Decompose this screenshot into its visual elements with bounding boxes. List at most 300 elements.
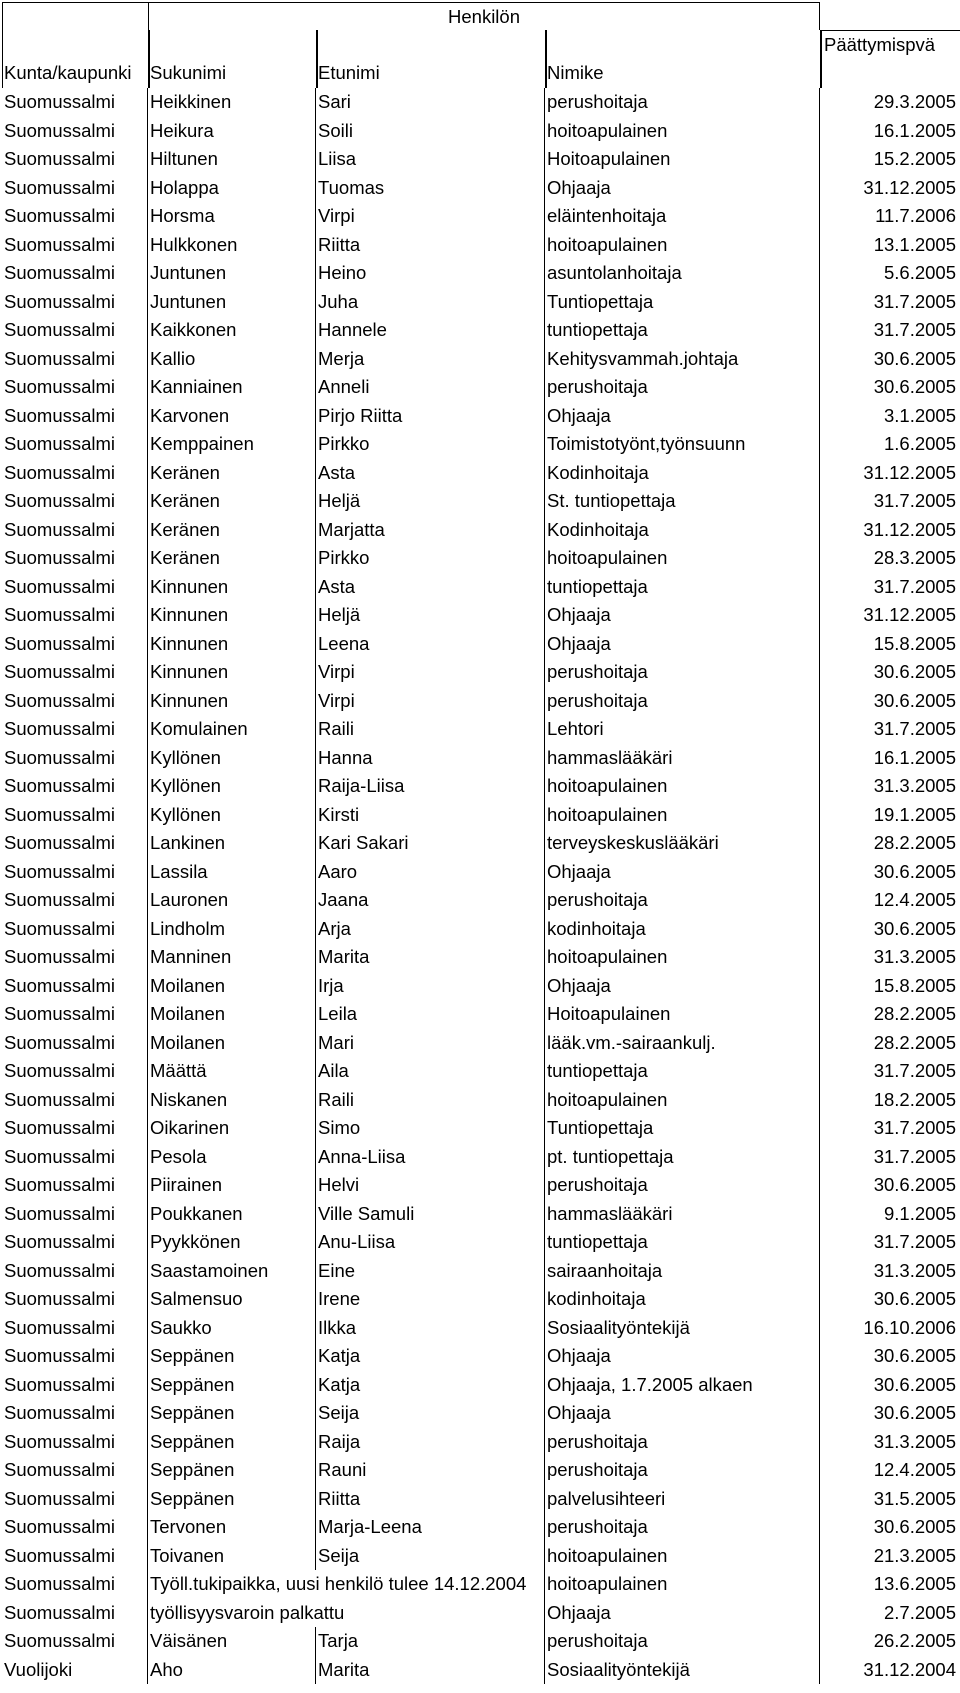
cell-etunimi[interactable]: Heino bbox=[316, 259, 545, 288]
cell-paattymispva[interactable]: 31.3.2005 bbox=[873, 946, 956, 967]
cell-nimike[interactable]: Ohjaaja bbox=[545, 402, 820, 431]
cell-nimike[interactable]: Hoitoapulainen bbox=[545, 145, 820, 174]
cell-paattymispva[interactable]: 30.6.2005 bbox=[873, 860, 956, 882]
table-row bbox=[0, 1057, 960, 1086]
cell-sukunimi[interactable]: Toivanen bbox=[148, 1542, 316, 1571]
cell-kunta[interactable]: Suomussalmi bbox=[2, 943, 148, 972]
cell-nimike[interactable]: tuntiopettaja bbox=[545, 316, 820, 345]
table-row bbox=[0, 1143, 960, 1172]
cell-etunimi[interactable]: Leena bbox=[316, 630, 545, 659]
cell-paattymispva[interactable]: 31.7.2005 bbox=[873, 290, 956, 312]
cell-nimike[interactable]: hoitoapulainen bbox=[545, 1086, 820, 1115]
cell-paattymispva[interactable]: 30.6.2005 bbox=[873, 376, 956, 397]
cell-kunta[interactable]: Suomussalmi bbox=[2, 259, 148, 288]
cell-sukunimi[interactable]: Tervonen bbox=[148, 1513, 316, 1542]
cell-kunta[interactable]: Suomussalmi bbox=[2, 117, 148, 146]
cell-kunta[interactable]: Suomussalmi bbox=[2, 288, 148, 317]
cell-etunimi[interactable]: Virpi bbox=[316, 202, 545, 231]
cell-paattymispva[interactable]: 28.2.2005 bbox=[873, 1031, 956, 1053]
cell-kunta[interactable]: Suomussalmi bbox=[2, 1171, 148, 1200]
cell-kunta[interactable]: Suomussalmi bbox=[2, 601, 148, 630]
cell-nimike[interactable]: Sosiaalityöntekijä bbox=[545, 1656, 820, 1685]
cell-etunimi[interactable]: Asta bbox=[316, 459, 545, 488]
cell-nimike[interactable]: Kodinhoitaja bbox=[545, 459, 820, 488]
cell-paattymispva[interactable]: 15.8.2005 bbox=[873, 974, 956, 996]
cell-nimike[interactable]: hoitoapulainen bbox=[545, 1570, 820, 1599]
cell-kunta[interactable]: Suomussalmi bbox=[2, 1485, 148, 1514]
cell-nimike[interactable]: perushoitaja bbox=[545, 687, 820, 716]
cell-etunimi[interactable]: Juha bbox=[316, 288, 545, 317]
cell-paattymispva[interactable]: 31.7.2005 bbox=[873, 1060, 956, 1081]
table-row bbox=[0, 915, 960, 944]
cell-nimike[interactable]: lääk.vm.-sairaankulj. bbox=[545, 1029, 820, 1058]
cell-etunimi[interactable]: Seija bbox=[316, 1542, 545, 1571]
cell-etunimi[interactable]: Asta bbox=[316, 573, 545, 602]
cell-nimike[interactable]: tuntiopettaja bbox=[545, 1228, 820, 1257]
cell-paattymispva[interactable]: 31.3.2005 bbox=[873, 1259, 956, 1281]
cell-paattymispva[interactable]: 28.2.2005 bbox=[873, 1003, 956, 1024]
cell-etunimi[interactable]: Hannele bbox=[316, 316, 545, 345]
cell-kunta[interactable]: Suomussalmi bbox=[2, 772, 148, 801]
cell-nimike[interactable]: perushoitaja bbox=[545, 1627, 820, 1656]
cell-nimike[interactable]: Sosiaalityöntekijä bbox=[545, 1314, 820, 1343]
cell-sukunimi[interactable]: Moilanen bbox=[148, 1000, 316, 1029]
cell-nimike[interactable]: Kodinhoitaja bbox=[545, 516, 820, 545]
cell-paattymispva[interactable]: 3.1.2005 bbox=[883, 404, 956, 426]
cell-sukunimi[interactable]: Kinnunen bbox=[148, 601, 316, 630]
cell-kunta[interactable]: Suomussalmi bbox=[2, 487, 148, 516]
cell-nimike[interactable]: tuntiopettaja bbox=[545, 1057, 820, 1086]
cell-nimike[interactable]: Toimistotyönt,työnsuunn bbox=[545, 430, 820, 459]
cell-nimike[interactable]: kodinhoitaja bbox=[545, 915, 820, 944]
cell-etunimi[interactable]: Soili bbox=[316, 117, 545, 146]
cell-kunta[interactable]: Suomussalmi bbox=[2, 402, 148, 431]
cell-paattymispva[interactable]: 15.8.2005 bbox=[873, 632, 956, 654]
cell-etunimi[interactable]: Marja-Leena bbox=[316, 1513, 545, 1542]
cell-paattymispva[interactable]: 30.6.2005 bbox=[873, 1373, 956, 1395]
cell-paattymispva[interactable]: 31.5.2005 bbox=[873, 1487, 956, 1509]
cell-sukunimi[interactable]: Niskanen bbox=[148, 1086, 316, 1115]
cell-nimike[interactable]: pt. tuntiopettaja bbox=[545, 1143, 820, 1172]
cell-paattymispva[interactable]: 31.12.2005 bbox=[863, 604, 956, 625]
cell-etunimi[interactable]: Kirsti bbox=[316, 801, 545, 830]
cell-sukunimi[interactable]: Kyllönen bbox=[148, 744, 316, 773]
cell-sukunimi[interactable]: Hulkkonen bbox=[148, 231, 316, 260]
cell-etunimi[interactable]: Helvi bbox=[316, 1171, 545, 1200]
cell-etunimi[interactable]: Raili bbox=[316, 715, 545, 744]
cell-sukunimi[interactable]: Keränen bbox=[148, 544, 316, 573]
cell-nimike[interactable]: hoitoapulainen bbox=[545, 801, 820, 830]
cell-kunta[interactable]: Suomussalmi bbox=[2, 801, 148, 830]
table-row bbox=[0, 886, 960, 915]
cell-kunta[interactable]: Suomussalmi bbox=[2, 886, 148, 915]
cell-paattymispva[interactable]: 30.6.2005 bbox=[873, 689, 956, 711]
cell-sukunimi[interactable]: Kallio bbox=[148, 345, 316, 374]
cell-kunta[interactable]: Suomussalmi bbox=[2, 316, 148, 345]
cell-kunta[interactable]: Suomussalmi bbox=[2, 1513, 148, 1542]
cell-kunta[interactable]: Suomussalmi bbox=[2, 516, 148, 545]
cell-sukunimi[interactable]: Kinnunen bbox=[148, 573, 316, 602]
cell-sukunimi[interactable]: Lankinen bbox=[148, 829, 316, 858]
cell-paattymispva[interactable]: 11.7.2006 bbox=[875, 205, 956, 226]
cell-kunta[interactable]: Vuolijoki bbox=[2, 1656, 148, 1685]
cell-paattymispva[interactable]: 31.3.2005 bbox=[873, 775, 956, 796]
cell-paattymispva[interactable]: 31.7.2005 bbox=[873, 718, 956, 739]
cell-kunta[interactable]: Suomussalmi bbox=[2, 858, 148, 887]
cell-etunimi[interactable]: Pirkko bbox=[316, 544, 545, 573]
cell-sukunimi[interactable]: Kinnunen bbox=[148, 630, 316, 659]
cell-kunta[interactable]: Suomussalmi bbox=[2, 174, 148, 203]
cell-kunta[interactable]: Suomussalmi bbox=[2, 829, 148, 858]
cell-kunta[interactable]: Suomussalmi bbox=[2, 202, 148, 231]
cell-etunimi[interactable]: Katja bbox=[316, 1371, 545, 1400]
cell-etunimi[interactable]: Raili bbox=[316, 1086, 545, 1115]
cell-nimike[interactable]: Ohjaaja, 1.7.2005 alkaen bbox=[545, 1371, 820, 1400]
cell-kunta[interactable]: Suomussalmi bbox=[2, 972, 148, 1001]
cell-kunta[interactable]: Suomussalmi bbox=[2, 1057, 148, 1086]
cell-paattymispva[interactable]: 30.6.2005 bbox=[873, 1174, 956, 1195]
cell-sukunimi[interactable]: Saukko bbox=[148, 1314, 316, 1343]
cell-etunimi[interactable]: Merja bbox=[316, 345, 545, 374]
cell-paattymispva[interactable]: 16.1.2005 bbox=[873, 746, 956, 768]
cell-etunimi[interactable]: Simo bbox=[316, 1114, 545, 1143]
cell-sukunimi[interactable]: Väisänen bbox=[148, 1627, 316, 1656]
cell-kunta[interactable]: Suomussalmi bbox=[2, 145, 148, 174]
cell-paattymispva[interactable]: 13.6.2005 bbox=[873, 1573, 956, 1594]
cell-paattymispva[interactable]: 19.1.2005 bbox=[873, 803, 956, 825]
cell-etunimi[interactable]: Arja bbox=[316, 915, 545, 944]
cell-etunimi[interactable]: Anna-Liisa bbox=[316, 1143, 545, 1172]
cell-kunta[interactable]: Suomussalmi bbox=[2, 544, 148, 573]
cell-nimike[interactable]: St. tuntiopettaja bbox=[545, 487, 820, 516]
cell-kunta[interactable]: Suomussalmi bbox=[2, 1599, 148, 1628]
cell-sukunimi[interactable]: Horsma bbox=[148, 202, 316, 231]
cell-etunimi[interactable]: Marjatta bbox=[316, 516, 545, 545]
cell-kunta[interactable]: Suomussalmi bbox=[2, 630, 148, 659]
cell-kunta[interactable]: Suomussalmi bbox=[2, 345, 148, 374]
cell-sukunimi[interactable]: Heikkinen bbox=[148, 88, 316, 117]
cell-kunta[interactable]: Suomussalmi bbox=[2, 1086, 148, 1115]
cell-nimike[interactable]: sairaanhoitaja bbox=[545, 1257, 820, 1286]
cell-etunimi[interactable]: Sari bbox=[316, 88, 545, 117]
cell-paattymispva[interactable]: 31.7.2005 bbox=[873, 1145, 956, 1167]
cell-nimike[interactable]: hoitoapulainen bbox=[545, 117, 820, 146]
cell-sukunimi[interactable]: Salmensuo bbox=[148, 1285, 316, 1314]
cell-etunimi[interactable]: Anu-Liisa bbox=[316, 1228, 545, 1257]
cell-kunta[interactable]: Suomussalmi bbox=[2, 1114, 148, 1143]
cell-paattymispva[interactable]: 31.3.2005 bbox=[873, 1430, 956, 1452]
cell-sukunimi[interactable]: Poukkanen bbox=[148, 1200, 316, 1229]
cell-sukunimi[interactable]: Seppänen bbox=[148, 1371, 316, 1400]
cell-sukunimi[interactable]: Karvonen bbox=[148, 402, 316, 431]
cell-etunimi[interactable]: Heljä bbox=[316, 487, 545, 516]
cell-paattymispva[interactable]: 26.2.2005 bbox=[873, 1630, 956, 1651]
cell-merged[interactable]: Työll.tukipaikka, uusi henkilö tulee 14.12.2004 bbox=[148, 1570, 545, 1599]
cell-etunimi[interactable]: Kari Sakari bbox=[316, 829, 545, 858]
cell-nimike[interactable]: Ohjaaja bbox=[545, 858, 820, 887]
cell-nimike[interactable]: perushoitaja bbox=[545, 1171, 820, 1200]
cell-paattymispva[interactable]: 13.1.2005 bbox=[873, 233, 956, 255]
cell-nimike[interactable]: perushoitaja bbox=[545, 1456, 820, 1485]
cell-kunta[interactable]: Suomussalmi bbox=[2, 687, 148, 716]
cell-kunta[interactable]: Suomussalmi bbox=[2, 231, 148, 260]
cell-paattymispva[interactable]: 29.3.2005 bbox=[873, 91, 956, 112]
cell-etunimi[interactable]: Hanna bbox=[316, 744, 545, 773]
table-row bbox=[0, 1228, 960, 1257]
table-row bbox=[0, 1314, 960, 1343]
cell-nimike[interactable]: hammaslääkäri bbox=[545, 1200, 820, 1229]
cell-kunta[interactable]: Suomussalmi bbox=[2, 1456, 148, 1485]
table-row bbox=[0, 1171, 960, 1200]
cell-nimike[interactable]: kodinhoitaja bbox=[545, 1285, 820, 1314]
cell-nimike[interactable]: Ohjaaja bbox=[545, 972, 820, 1001]
cell-etunimi[interactable]: Katja bbox=[316, 1342, 545, 1371]
cell-nimike[interactable]: Tuntiopettaja bbox=[545, 1114, 820, 1143]
cell-nimike[interactable]: hoitoapulainen bbox=[545, 1542, 820, 1571]
cell-paattymispva[interactable]: 16.10.2006 bbox=[863, 1316, 956, 1338]
cell-kunta[interactable]: Suomussalmi bbox=[2, 430, 148, 459]
column-header-paattymispva: Päättymispvä bbox=[820, 30, 960, 58]
cell-nimike[interactable]: tuntiopettaja bbox=[545, 573, 820, 602]
cell-sukunimi[interactable]: Keränen bbox=[148, 459, 316, 488]
cell-kunta[interactable]: Suomussalmi bbox=[2, 1228, 148, 1257]
cell-nimike[interactable]: Ohjaaja bbox=[545, 174, 820, 203]
cell-paattymispva[interactable]: 31.7.2005 bbox=[873, 1117, 956, 1138]
cell-nimike[interactable]: Tuntiopettaja bbox=[545, 288, 820, 317]
cell-sukunimi[interactable]: Keränen bbox=[148, 487, 316, 516]
cell-etunimi[interactable]: Raija bbox=[316, 1428, 545, 1457]
cell-sukunimi[interactable]: Komulainen bbox=[148, 715, 316, 744]
cell-etunimi[interactable]: Riitta bbox=[316, 1485, 545, 1514]
cell-sukunimi[interactable]: Piirainen bbox=[148, 1171, 316, 1200]
table-row bbox=[0, 1371, 960, 1400]
cell-sukunimi[interactable]: Juntunen bbox=[148, 259, 316, 288]
cell-sukunimi[interactable]: Seppänen bbox=[148, 1485, 316, 1514]
cell-paattymispva[interactable]: 1.6.2005 bbox=[883, 433, 956, 454]
cell-sukunimi[interactable]: Seppänen bbox=[148, 1428, 316, 1457]
cell-nimike[interactable]: hammaslääkäri bbox=[545, 744, 820, 773]
cell-etunimi[interactable]: Raija-Liisa bbox=[316, 772, 545, 801]
cell-paattymispva[interactable]: 31.7.2005 bbox=[873, 319, 956, 340]
cell-nimike[interactable]: perushoitaja bbox=[545, 658, 820, 687]
cell-sukunimi[interactable]: Keränen bbox=[148, 516, 316, 545]
table-row bbox=[0, 373, 960, 402]
cell-etunimi[interactable]: Marita bbox=[316, 943, 545, 972]
cell-paattymispva[interactable]: 18.2.2005 bbox=[873, 1088, 956, 1110]
cell-etunimi[interactable]: Tarja bbox=[316, 1627, 545, 1656]
cell-paattymispva[interactable]: 28.3.2005 bbox=[873, 547, 956, 568]
cell-kunta[interactable]: Suomussalmi bbox=[2, 1542, 148, 1571]
cell-sukunimi[interactable]: Lindholm bbox=[148, 915, 316, 944]
cell-sukunimi[interactable]: Kanniainen bbox=[148, 373, 316, 402]
cell-etunimi[interactable]: Aaro bbox=[316, 858, 545, 887]
table-row bbox=[0, 345, 960, 374]
cell-kunta[interactable]: Suomussalmi bbox=[2, 573, 148, 602]
cell-nimike[interactable]: Kehitysvammah.johtaja bbox=[545, 345, 820, 374]
cell-sukunimi[interactable]: Seppänen bbox=[148, 1456, 316, 1485]
cell-sukunimi[interactable]: Kyllönen bbox=[148, 801, 316, 830]
column-header-label: Sukunimi bbox=[150, 62, 227, 83]
cell-kunta[interactable]: Suomussalmi bbox=[2, 1570, 148, 1599]
table-row bbox=[0, 1485, 960, 1514]
cell-nimike[interactable]: Lehtori bbox=[545, 715, 820, 744]
cell-etunimi[interactable]: Heljä bbox=[316, 601, 545, 630]
cell-etunimi[interactable]: Liisa bbox=[316, 145, 545, 174]
cell-paattymispva[interactable]: 31.12.2005 bbox=[863, 518, 956, 540]
cell-kunta[interactable]: Suomussalmi bbox=[2, 658, 148, 687]
cell-kunta[interactable]: Suomussalmi bbox=[2, 88, 148, 117]
table-body bbox=[0, 88, 960, 1684]
cell-kunta[interactable]: Suomussalmi bbox=[2, 459, 148, 488]
cell-etunimi[interactable]: Riitta bbox=[316, 231, 545, 260]
cell-paattymispva[interactable]: 12.4.2005 bbox=[873, 889, 956, 910]
cell-nimike[interactable]: terveyskeskuslääkäri bbox=[545, 829, 820, 858]
cell-etunimi[interactable]: Anneli bbox=[316, 373, 545, 402]
cell-paattymispva[interactable]: 28.2.2005 bbox=[873, 832, 956, 853]
cell-sukunimi[interactable]: Aho bbox=[148, 1656, 316, 1685]
cell-nimike[interactable]: Ohjaaja bbox=[545, 1399, 820, 1428]
cell-nimike[interactable]: perushoitaja bbox=[545, 373, 820, 402]
table-row bbox=[0, 772, 960, 801]
cell-paattymispva[interactable]: 15.2.2005 bbox=[873, 148, 956, 169]
cell-kunta[interactable]: Suomussalmi bbox=[2, 1342, 148, 1371]
cell-sukunimi[interactable]: Juntunen bbox=[148, 288, 316, 317]
cell-nimike[interactable]: Ohjaaja bbox=[545, 630, 820, 659]
cell-kunta[interactable]: Suomussalmi bbox=[2, 1371, 148, 1400]
cell-kunta[interactable]: Suomussalmi bbox=[2, 1143, 148, 1172]
cell-etunimi[interactable]: Mari bbox=[316, 1029, 545, 1058]
cell-sukunimi[interactable]: Holappa bbox=[148, 174, 316, 203]
cell-etunimi[interactable]: Irene bbox=[316, 1285, 545, 1314]
cell-paattymispva[interactable]: 9.1.2005 bbox=[883, 1202, 956, 1224]
cell-etunimi[interactable]: Rauni bbox=[316, 1456, 545, 1485]
cell-etunimi[interactable]: Leila bbox=[316, 1000, 545, 1029]
cell-nimike[interactable]: hoitoapulainen bbox=[545, 544, 820, 573]
cell-kunta[interactable]: Suomussalmi bbox=[2, 1200, 148, 1229]
table-row bbox=[0, 231, 960, 260]
cell-etunimi[interactable]: Jaana bbox=[316, 886, 545, 915]
cell-sukunimi[interactable]: Lauronen bbox=[148, 886, 316, 915]
column-header-label: Nimike bbox=[547, 62, 604, 83]
table-row bbox=[0, 630, 960, 659]
cell-sukunimi[interactable]: Kaikkonen bbox=[148, 316, 316, 345]
cell-nimike[interactable]: hoitoapulainen bbox=[545, 772, 820, 801]
cell-kunta[interactable]: Suomussalmi bbox=[2, 1399, 148, 1428]
cell-nimike[interactable]: palvelusihteeri bbox=[545, 1485, 820, 1514]
cell-kunta[interactable]: Suomussalmi bbox=[2, 1029, 148, 1058]
cell-sukunimi[interactable]: Pyykkönen bbox=[148, 1228, 316, 1257]
cell-nimike[interactable]: hoitoapulainen bbox=[545, 231, 820, 260]
cell-nimike[interactable]: Ohjaaja bbox=[545, 601, 820, 630]
cell-sukunimi[interactable]: Saastamoinen bbox=[148, 1257, 316, 1286]
table-row bbox=[0, 1513, 960, 1542]
cell-sukunimi[interactable]: Hiltunen bbox=[148, 145, 316, 174]
cell-kunta[interactable]: Suomussalmi bbox=[2, 1428, 148, 1457]
cell-paattymispva[interactable]: 5.6.2005 bbox=[883, 262, 956, 283]
cell-nimike[interactable]: Ohjaaja bbox=[545, 1342, 820, 1371]
cell-paattymispva[interactable]: 30.6.2005 bbox=[873, 347, 956, 369]
cell-kunta[interactable]: Suomussalmi bbox=[2, 1314, 148, 1343]
cell-sukunimi[interactable]: Heikura bbox=[148, 117, 316, 146]
cell-etunimi[interactable]: Marita bbox=[316, 1656, 545, 1685]
cell-nimike[interactable]: perushoitaja bbox=[545, 1513, 820, 1542]
cell-paattymispva[interactable]: 30.6.2005 bbox=[873, 1516, 956, 1537]
cell-paattymispva[interactable]: 2.7.2005 bbox=[883, 1601, 956, 1623]
cell-kunta[interactable]: Suomussalmi bbox=[2, 715, 148, 744]
cell-paattymispva[interactable]: 30.6.2005 bbox=[873, 917, 956, 939]
cell-etunimi[interactable]: Irja bbox=[316, 972, 545, 1001]
cell-etunimi[interactable]: Virpi bbox=[316, 687, 545, 716]
table-row bbox=[0, 744, 960, 773]
cell-kunta[interactable]: Suomussalmi bbox=[2, 373, 148, 402]
cell-sukunimi[interactable]: Lassila bbox=[148, 858, 316, 887]
cell-etunimi[interactable]: Pirjo Riitta bbox=[316, 402, 545, 431]
cell-sukunimi[interactable]: Moilanen bbox=[148, 1029, 316, 1058]
table-row bbox=[0, 88, 960, 117]
cell-etunimi[interactable]: Pirkko bbox=[316, 430, 545, 459]
cell-sukunimi[interactable]: Seppänen bbox=[148, 1342, 316, 1371]
table-row bbox=[0, 1570, 960, 1599]
cell-nimike[interactable]: perushoitaja bbox=[545, 1428, 820, 1457]
cell-nimike[interactable]: hoitoapulainen bbox=[545, 943, 820, 972]
cell-paattymispva[interactable]: 30.6.2005 bbox=[873, 1345, 956, 1366]
cell-nimike[interactable]: Ohjaaja bbox=[545, 1599, 820, 1628]
cell-nimike[interactable]: perushoitaja bbox=[545, 886, 820, 915]
cell-kunta[interactable]: Suomussalmi bbox=[2, 1285, 148, 1314]
cell-etunimi[interactable]: Eine bbox=[316, 1257, 545, 1286]
cell-etunimi[interactable]: Seija bbox=[316, 1399, 545, 1428]
cell-paattymispva[interactable]: 12.4.2005 bbox=[873, 1459, 956, 1480]
cell-nimike[interactable]: perushoitaja bbox=[545, 88, 820, 117]
cell-paattymispva[interactable]: 31.7.2005 bbox=[873, 1231, 956, 1252]
cell-sukunimi[interactable]: Kinnunen bbox=[148, 687, 316, 716]
cell-etunimi[interactable]: Virpi bbox=[316, 658, 545, 687]
cell-paattymispva[interactable]: 30.6.2005 bbox=[873, 1402, 956, 1423]
cell-paattymispva[interactable]: 31.7.2005 bbox=[873, 490, 956, 511]
cell-sukunimi[interactable]: Pesola bbox=[148, 1143, 316, 1172]
cell-paattymispva[interactable]: 31.12.2004 bbox=[863, 1658, 956, 1680]
cell-paattymispva[interactable]: 31.12.2005 bbox=[863, 176, 956, 198]
cell-sukunimi[interactable]: Seppänen bbox=[148, 1399, 316, 1428]
cell-sukunimi[interactable]: Kyllönen bbox=[148, 772, 316, 801]
cell-nimike[interactable]: asuntolanhoitaja bbox=[545, 259, 820, 288]
cell-kunta[interactable]: Suomussalmi bbox=[2, 1627, 148, 1656]
cell-kunta[interactable]: Suomussalmi bbox=[2, 1257, 148, 1286]
cell-kunta[interactable]: Suomussalmi bbox=[2, 744, 148, 773]
cell-etunimi[interactable]: Ilkka bbox=[316, 1314, 545, 1343]
cell-sukunimi[interactable]: Kinnunen bbox=[148, 658, 316, 687]
cell-paattymispva[interactable]: 30.6.2005 bbox=[873, 1288, 956, 1309]
cell-sukunimi[interactable]: Moilanen bbox=[148, 972, 316, 1001]
cell-kunta[interactable]: Suomussalmi bbox=[2, 1000, 148, 1029]
cell-paattymispva[interactable]: 31.12.2005 bbox=[863, 461, 956, 483]
cell-paattymispva[interactable]: 21.3.2005 bbox=[873, 1544, 956, 1566]
cell-sukunimi[interactable]: Määttä bbox=[148, 1057, 316, 1086]
cell-etunimi[interactable]: Aila bbox=[316, 1057, 545, 1086]
cell-paattymispva[interactable]: 31.7.2005 bbox=[873, 575, 956, 597]
cell-merged[interactable]: työllisyysvaroin palkattu bbox=[148, 1599, 545, 1628]
cell-nimike[interactable]: Hoitoapulainen bbox=[545, 1000, 820, 1029]
cell-sukunimi[interactable]: Oikarinen bbox=[148, 1114, 316, 1143]
cell-paattymispva[interactable]: 30.6.2005 bbox=[873, 661, 956, 682]
cell-nimike[interactable]: eläintenhoitaja bbox=[545, 202, 820, 231]
cell-kunta[interactable]: Suomussalmi bbox=[2, 915, 148, 944]
cell-sukunimi[interactable]: Kemppainen bbox=[148, 430, 316, 459]
cell-paattymispva[interactable]: 16.1.2005 bbox=[873, 119, 956, 141]
cell-sukunimi[interactable]: Manninen bbox=[148, 943, 316, 972]
cell-etunimi[interactable]: Ville Samuli bbox=[316, 1200, 545, 1229]
cell-etunimi[interactable]: Tuomas bbox=[316, 174, 545, 203]
